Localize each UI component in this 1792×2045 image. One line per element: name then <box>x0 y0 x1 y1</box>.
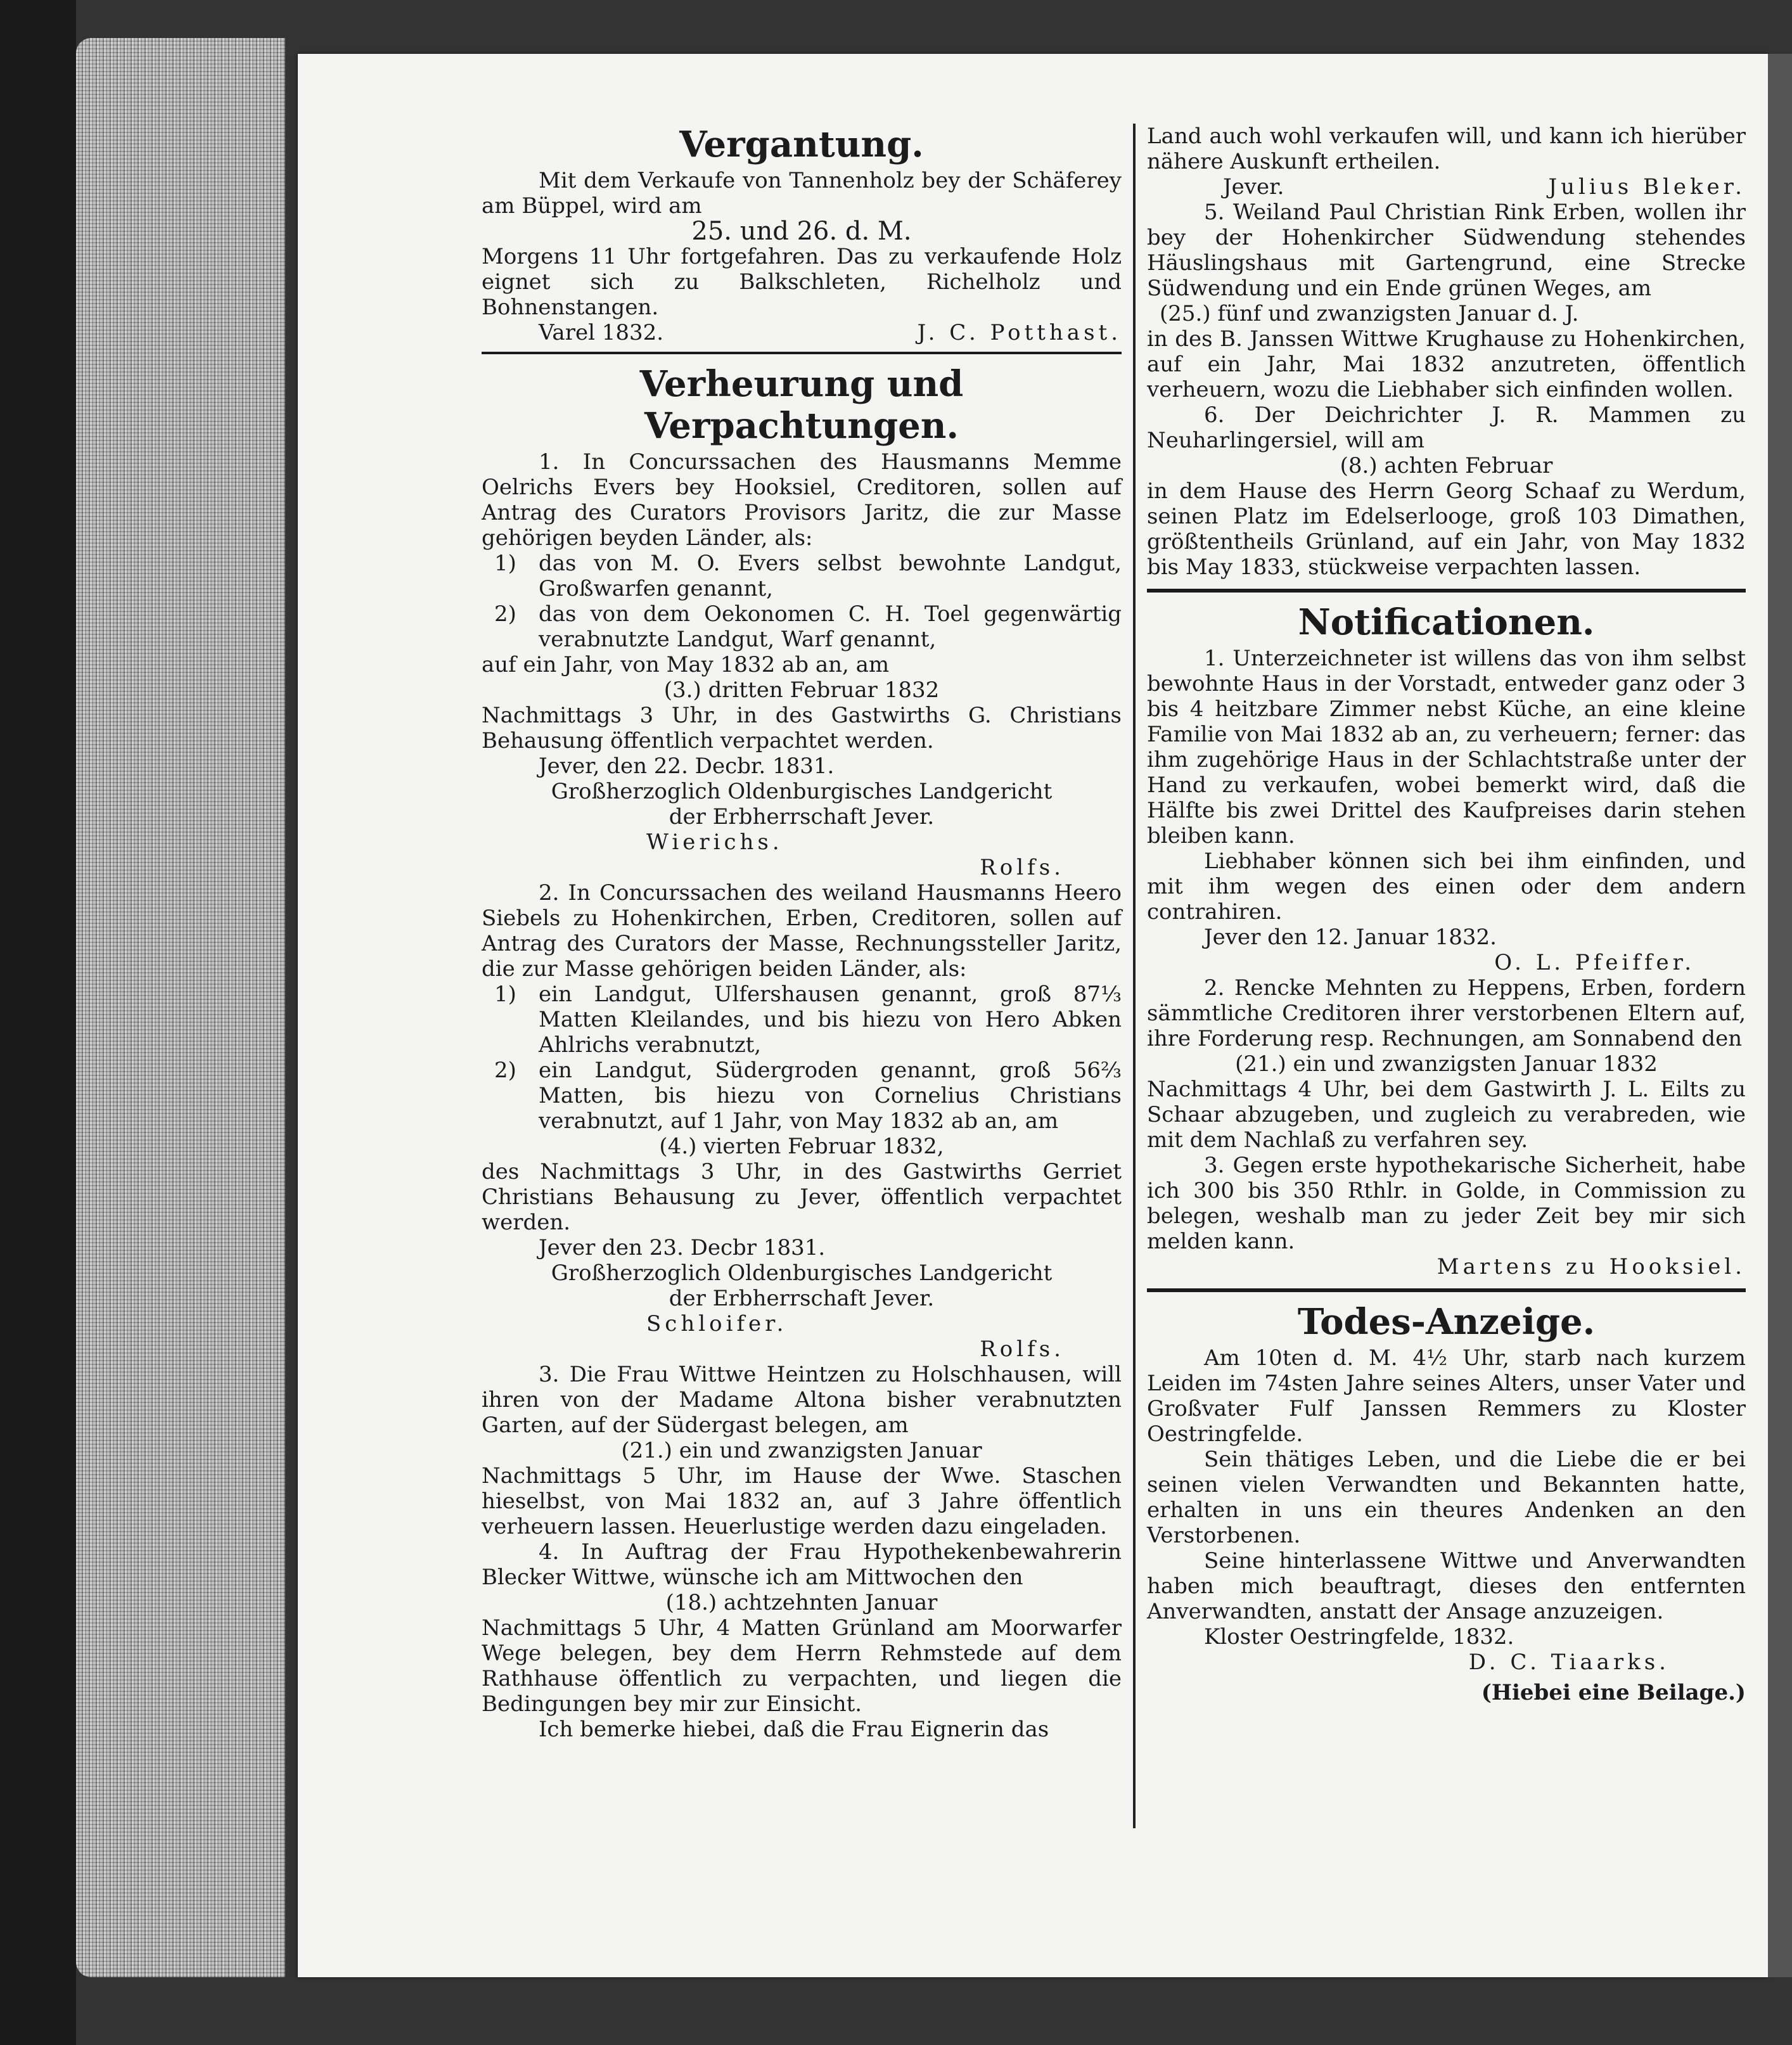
list-item <box>482 982 1122 1058</box>
section-heading: Notificationen. <box>1298 601 1595 643</box>
date-line: 25. und 26. d. M. <box>691 217 912 246</box>
court-name: der Erbherrschaft Jever. <box>669 1286 935 1311</box>
paragraph: 3. Gegen erste hypothekarische Sicherheit, habe ich 300 bis 350 Rthlr. in Golde, in Commission zu belegen, weshalb man zu jeder Zeit bey mir sich melden kann. <box>1147 1153 1746 1254</box>
paragraph: Nachmittags 4 Uhr, bei dem Gastwirth J. L. Eilts zu Schaar abzugeben, und zugleich zu verabreden, wie mit dem Nachlaß zu verfahren sey. <box>1147 1077 1746 1153</box>
paragraph: des Nachmittags 3 Uhr, in des Gastwirths Gerriet Christians Behausung zu Jever, öffentlich verpachtet werden. <box>482 1159 1122 1235</box>
paragraph: 1. Unterzeichneter ist willens das von ihm selbst bewohnte Haus in der Vorstadt, entweder ganz oder 3 bis 4 heitzbare Zimmer nebst Küche, an eine kleine Familie von Mai 1832 ab an, zu verheuern; ferner: das ihm zugehörige Haus in der Schlachtstraße unter der Hand zu verkaufen, wobei bemerkt wird, daß die Hälfte bis zwei Drittel des Kaufpreises darin stehen bleiben kann. <box>1147 646 1746 849</box>
book-page-edges <box>76 38 285 1977</box>
paragraph: 1. In Concurssachen des Hausmanns Memme Oelrichs Evers bey Hooksiel, Creditoren, sollen auf Antrag des Curators Provisors Jaritz, die zur Masse gehörigen beyden Länder, als: <box>482 449 1122 551</box>
signature: Wierichs. <box>646 830 783 855</box>
paragraph: 5. Weiland Paul Christian Rink Erben, wollen ihr bey der Hohenkircher Südwendung stehendes Häuslingshaus mit Gartengrund, eine Strecke Südwendung und ein Ende grünen Weges, am <box>1147 200 1746 301</box>
divider <box>1147 589 1746 593</box>
paragraph: Land auch wohl verkaufen will, und kann ich hierüber nähere Auskunft ertheilen. <box>1147 124 1746 174</box>
signature: Martens zu Hooksiel. <box>1437 1254 1746 1279</box>
court-name: Großherzoglich Oldenburgisches Landgericht <box>551 1260 1053 1286</box>
paragraph: 3. Die Frau Wittwe Heintzen zu Holschhausen, will ihren von der Madame Altona bisher verabnutzten Garten, auf der Südergast belegen, am <box>482 1362 1122 1438</box>
date-line: (25.) fünf und zwanzigsten Januar d. J. <box>1160 301 1579 326</box>
list-item <box>482 551 1122 601</box>
scan-border <box>1768 54 1792 1977</box>
section-heading: Vergantung. <box>679 124 924 165</box>
signature: Schloifer. <box>646 1311 788 1337</box>
paragraph: Nachmittags 3 Uhr, in des Gastwirths G. Christians Behausung öffentlich verpachtet werden. <box>482 703 1122 753</box>
supplement-note: (Hiebei eine Beilage.) <box>1481 1680 1746 1705</box>
list-item <box>482 601 1122 652</box>
announcement-notificationen <box>1147 601 1746 1279</box>
list-text: das von M. O. Evers selbst bewohnte Landgut, Großwarfen genannt, <box>539 551 1122 601</box>
paragraph: Nachmittags 5 Uhr, 4 Matten Grünland am Moorwarfer Wege belegen, bey dem Herrn Rehmstede auf dem Rathhause öffentlich zu verpachten, und liegen die Bedingungen bey mir zur Einsicht. <box>482 1615 1122 1717</box>
signature: Rolfs. <box>980 1337 1065 1362</box>
list-text: ein Landgut, Südergroden genannt, groß 56⅔ Matten, bis hiezu von Cornelius Christians verabnutzt, auf 1 Jahr, von May 1832 ab an, am <box>539 1058 1122 1134</box>
signature: Julius Bleker. <box>1548 174 1746 200</box>
court-name: Großherzoglich Oldenburgisches Landgericht <box>551 779 1053 804</box>
date-line: (18.) achtzehnten Januar <box>665 1590 938 1615</box>
paragraph: Nachmittags 5 Uhr, im Hause der Wwe. Staschen hieselbst, von Mai 1832 an, auf 3 Jahre öffentlich verheuern lassen. Heuerlustige werden dazu eingeladen. <box>482 1463 1122 1539</box>
paragraph: Sein thätiges Leben, und die Liebe die er bei seinen vielen Verwandten und Bekannten hatte, erhalten in uns ein theures Andenken an den Verstorbenen. <box>1147 1447 1746 1548</box>
scan-background <box>0 0 76 2045</box>
signature: O. L. Pfeiffer. <box>1494 950 1695 975</box>
divider <box>482 352 1122 354</box>
date-line: (21.) ein und zwanzigsten Januar <box>621 1438 982 1463</box>
list-number: 1) <box>494 551 516 576</box>
list-number: 2) <box>494 1058 516 1083</box>
paragraph: in des B. Janssen Wittwe Krughause zu Hohenkirchen, auf ein Jahr, Mai 1832 anzutreten, öffentlich verheuern, wozu die Liebhaber sich einfinden wollen. <box>1147 326 1746 402</box>
announcement-vergantung <box>482 124 1122 345</box>
announcement-todesanzeige <box>1147 1301 1746 1705</box>
court-name: der Erbherrschaft Jever. <box>669 804 935 830</box>
date-line: (4.) vierten Februar 1832, <box>659 1134 944 1159</box>
column-rule <box>1133 124 1136 1828</box>
place-date: Jever den 12. Januar 1832. <box>1204 925 1497 950</box>
paragraph: 2. Rencke Mehnten zu Heppens, Erben, fordern sämmtliche Creditoren ihrer verstorbenen Eltern auf, ihre Forderung resp. Rechnungen, am Sonnabend den <box>1147 975 1746 1051</box>
paragraph: Morgens 11 Uhr fortgefahren. Das zu verkaufende Holz eignet sich zu Balkschleten, Richelholz und Bohnenstangen. <box>482 244 1122 320</box>
right-column <box>1147 124 1746 1705</box>
list-text: ein Landgut, Ulfershausen genannt, groß 87⅓ Matten Kleilandes, und bis hiezu von Hero Abken Ahlrichs verabnutzt, <box>539 982 1122 1058</box>
list-number: 2) <box>494 601 516 627</box>
divider <box>1147 1288 1746 1292</box>
signature: D. C. Tiaarks. <box>1468 1650 1670 1675</box>
place-date: Varel 1832. <box>539 320 664 345</box>
paragraph: 6. Der Deichrichter J. R. Mammen zu Neuharlingersiel, will am <box>1147 402 1746 453</box>
paragraph: 4. In Auftrag der Frau Hypothekenbewahrerin Blecker Wittwe, wünsche ich am Mittwochen den <box>482 1539 1122 1590</box>
place-date: Kloster Oestringfelde, 1832. <box>1204 1624 1514 1650</box>
list-item <box>482 1058 1122 1134</box>
announcement-verpachtungen <box>482 363 1122 1742</box>
section-heading: Todes-Anzeige. <box>1297 1301 1596 1343</box>
newspaper-page <box>298 54 1768 1977</box>
place-date: Jever, den 22. Decbr. 1831. <box>539 753 835 779</box>
paragraph: Am 10ten d. M. 4½ Uhr, starb nach kurzem Leiden im 74sten Jahre seines Alters, unser Vater und Großvater Fulf Janssen Remmers zu Kloster Oestringfelde. <box>1147 1345 1746 1447</box>
date-line: (21.) ein und zwanzigsten Januar 1832 <box>1235 1051 1658 1077</box>
paragraph: Mit dem Verkaufe von Tannenholz bey der Schäferey am Büppel, wird am <box>482 168 1122 219</box>
paragraph: Seine hinterlassene Wittwe und Anverwandten haben mich beauftragt, dieses den entfernten Anverwandten, anstatt der Ansage anzuzeigen. <box>1147 1548 1746 1624</box>
place-date: Jever. <box>1223 174 1284 200</box>
signature: Rolfs. <box>980 855 1065 880</box>
place-date: Jever den 23. Decbr 1831. <box>539 1235 826 1260</box>
date-line: (3.) dritten Februar 1832 <box>663 677 940 703</box>
paragraph: Liebhaber können sich bei ihm einfinden, und mit ihm wegen des einen oder dem andern contrahiren. <box>1147 849 1746 925</box>
date-line: (8.) achten Februar <box>1340 453 1553 478</box>
section-heading: Verheurung und Verpachtungen. <box>639 363 964 447</box>
paragraph: in dem Hause des Herrn Georg Schaaf zu Werdum, seinen Platz im Edelserlooge, groß 103 Dimathen, größtentheils Grünland, auf ein Jahr, von May 1832 bis May 1833, stückweise verpachten lassen. <box>1147 478 1746 580</box>
signature: J. C. Potthast. <box>917 320 1122 345</box>
paragraph: auf ein Jahr, von May 1832 ab an, am <box>482 652 890 677</box>
paragraph: Ich bemerke hiebei, daß die Frau Eignerin das <box>539 1717 1049 1742</box>
left-column <box>482 124 1122 1742</box>
list-text: das von dem Oekonomen C. H. Toel gegenwärtig verabnutzte Landgut, Warf genannt, <box>539 601 1122 652</box>
paragraph: 2. In Concurssachen des weiland Hausmanns Heero Siebels zu Hohenkirchen, Erben, Creditoren, sollen auf Antrag des Curators der Masse, Rechnungssteller Jaritz, die zur Masse gehörigen beiden Länder, als: <box>482 880 1122 982</box>
list-number: 1) <box>494 982 516 1007</box>
